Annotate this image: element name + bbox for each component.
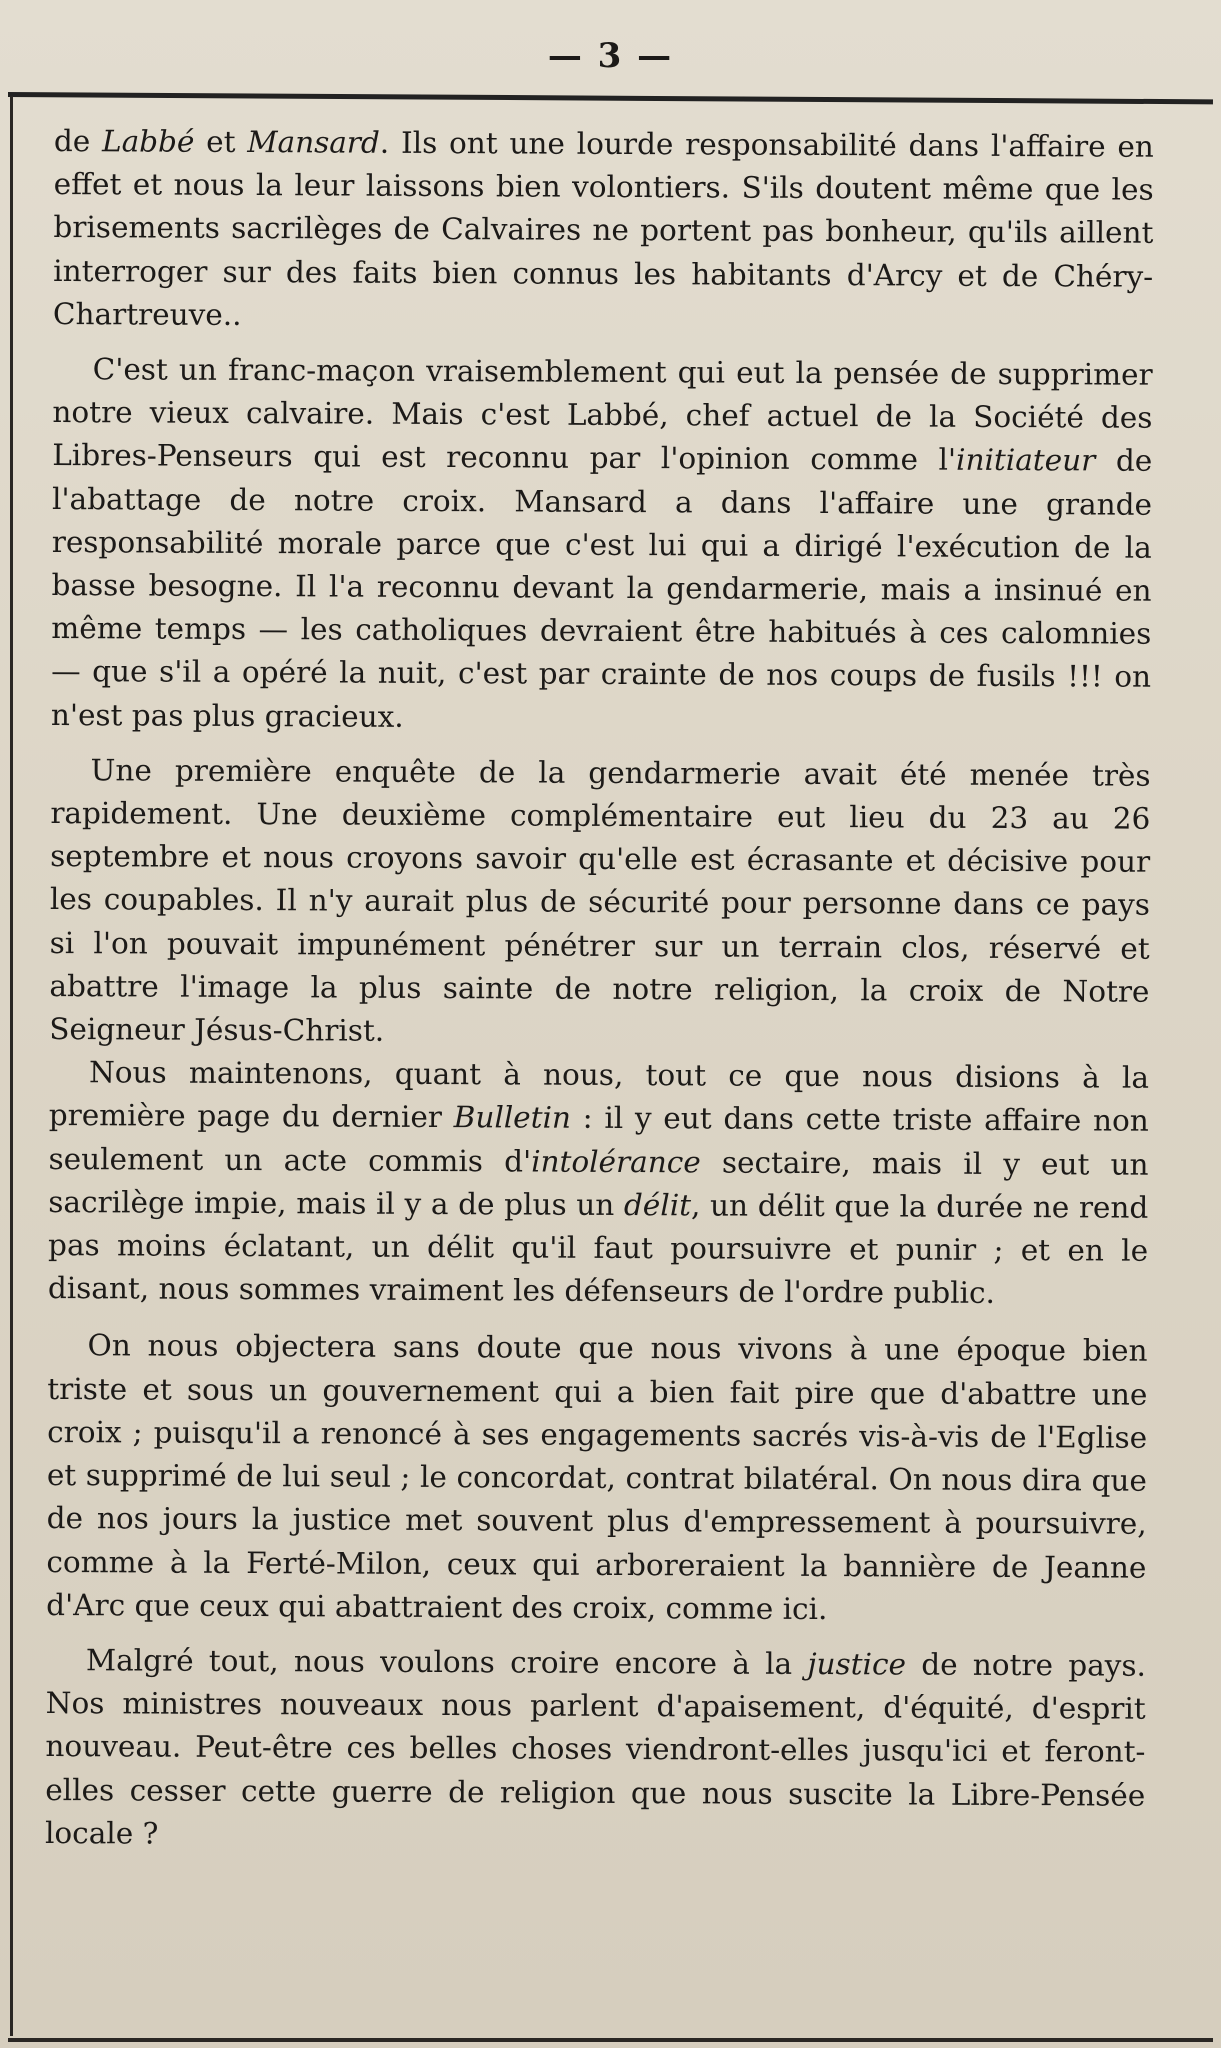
italic-run: Mansard	[247, 125, 380, 160]
left-rule	[10, 96, 13, 2036]
paragraph	[45, 1639, 1146, 1861]
bottom-rule	[8, 2038, 1213, 2042]
paragraph	[53, 120, 1154, 342]
text-run: . Ils ont une lourde responsabilité dans l'affaire en effet et nous la leur laissons bien volontiers. S'ils doutent même que les brisements sacrilèges de Calvaires ne portent pas bonheur, qu'ils aillent interroger sur des faits bien connus les habitants d'Arcy et de Chéry-Chartreuve..	[52, 125, 1154, 332]
text-run: de l'abattage de notre croix. Mansard a dans l'affaire une grande responsabilité morale parce que c'est lui qui a dirigé l'exécution de la basse besogne. Il l'a reconnu devant la gendarmerie, mais a insinué en même temps — les catholiques devraient être habitués à ces calomnies — que s'il a opéré la nuit, c'est par crainte de nos coups de fusils !!! on n'est pas plus gracieux.	[50, 443, 1153, 734]
paragraph	[48, 1051, 1149, 1316]
paragraph	[49, 749, 1151, 1057]
text-run: On nous objectera sans doute que nous vivons à une époque bien triste et sous un gouvernement qui a bien fait pire que d'abattre une croix ; puisqu'il a renoncé à ses engagements sacrés vis-à-vis de l'Eglise et supprimé de lui seul ; le concordat, contrat bilatéral. On nous dira que de nos jours la justice met souvent plus d'empressement à poursuivre, comme à la Ferté-Milon, ceux qui arboreraient la bannière de Jeanne d'Arc que ceux qui abattraient des croix, comme ici.	[46, 1328, 1148, 1626]
text-run: : il y eut dans cette triste affaire non seulement un acte commis d'	[48, 1101, 1149, 1179]
text-run: et	[194, 124, 248, 160]
italic-run: justice	[807, 1646, 907, 1682]
paragraph	[51, 348, 1153, 743]
italic-run: Bulletin	[453, 1100, 572, 1136]
text-run: Une première enquête de la gendarmerie avait été menée très rapidement. Une deuxième complémentaire eut lieu du 23 au 26 septembre et nous croyons savoir qu'elle est écrasante et décisive pour les coupables. Il n'y aurait plus de sécurité pour personne dans ce pays si l'on pouvait impunément pénétrer sur un terrain clos, réservé et abattre l'image la plus sainte de notre religion, la croix de Notre Seigneur Jésus-Christ.	[49, 753, 1151, 1048]
text-run: de notre pays. Nos ministres nouveaux nous parlent d'apaisement, d'équité, d'esprit nouveau. Peut-être ces belles choses viendront-elles jusqu'ici et feront-elles cesser cette guerre de religion que nous suscite la Libre-Pensée locale ?	[44, 1647, 1147, 1851]
top-rule	[8, 92, 1213, 104]
italic-run: Labbé	[101, 124, 195, 159]
text-run: Nous maintenons, quant à nous, tout ce que nous disions à la première page du dernier	[48, 1055, 1150, 1135]
text-run: Malgré tout, nous voulons croire encore à la	[85, 1643, 808, 1681]
text-run: sectaire, mais il y eut un sacrilège impie, mais il y a de plus un	[48, 1145, 1149, 1222]
text-run: de	[53, 123, 103, 159]
page-number: — 3 —	[547, 36, 674, 76]
text-run: C'est un franc-maçon vraisemblement qui eut la pensée de supprimer notre vieux calvaire. Mais c'est Labbé, chef actuel de la Société des Libres-Penseurs qui est reconnu par l'opinion comme l'	[52, 352, 1153, 478]
text-run: , un délit que la durée ne rend pas moins éclatant, un délit qu'il faut poursuivre et punir ; et en le disant, nous sommes vraiment les défenseurs de l'ordre public.	[47, 1188, 1149, 1311]
article-body	[45, 120, 1154, 1861]
italic-run: délit	[623, 1187, 692, 1223]
italic-run: initiateur	[956, 443, 1096, 478]
italic-run: intolérance	[531, 1144, 701, 1180]
paragraph	[46, 1324, 1148, 1632]
